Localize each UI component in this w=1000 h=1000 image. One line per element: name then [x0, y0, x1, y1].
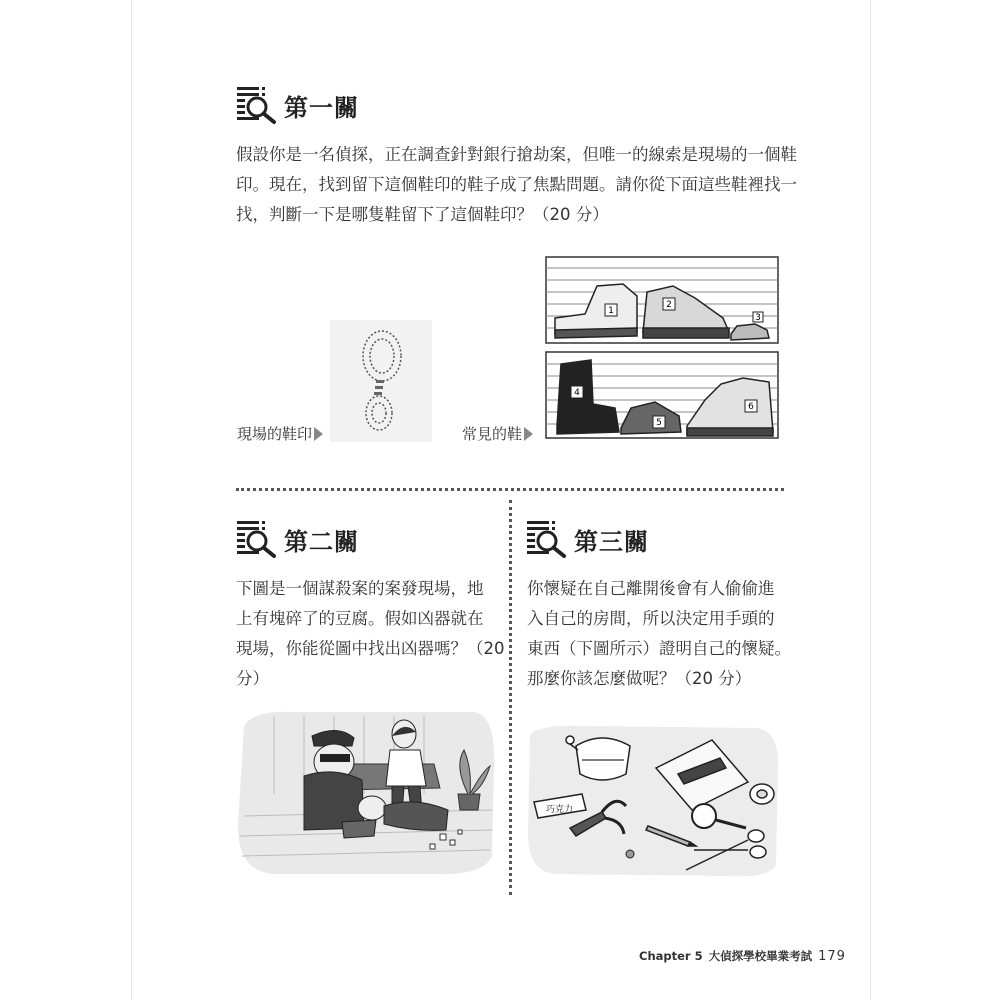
crime-scene-illustration	[234, 706, 498, 878]
level2-line: 分）	[236, 669, 269, 688]
footprint-illustration	[330, 320, 432, 442]
level2-heading	[236, 520, 359, 558]
shoe-tag: 5	[656, 418, 662, 428]
horizontal-dotted-divider	[236, 488, 784, 491]
level3-line: 你懷疑在自己離開後會有人偷偷進	[527, 579, 775, 598]
page-number: 179	[818, 948, 846, 964]
level2-line: 現場，你能從圖中找出凶器嗎？（20	[236, 639, 505, 658]
level1-heading	[236, 86, 359, 124]
level3-paragraph	[527, 574, 791, 694]
shoe-tag: 1	[608, 306, 614, 316]
level2-line: 上有塊碎了的豆腐。假如凶器就在	[236, 609, 484, 628]
level1-line: 找，判斷一下是哪隻鞋留下了這個鞋印？（20 分）	[236, 205, 609, 224]
shoe-tag: 2	[666, 300, 672, 310]
magnifier-document-icon	[236, 520, 278, 558]
shoe-tag: 6	[748, 402, 754, 412]
shoe-tag: 3	[755, 313, 761, 323]
level3-line: 入自己的房間，所以決定用手頭的	[527, 609, 775, 628]
footprint-caption-text: 現場的鞋印	[237, 425, 313, 443]
shoes-caption-text: 常見的鞋	[462, 425, 523, 443]
shoes-lineup-illustration	[545, 256, 779, 440]
marble-icon	[626, 850, 634, 858]
page-footer	[639, 948, 846, 964]
level3-line: 東西（下圖所示）證明自己的懷疑。	[527, 639, 791, 658]
shoes-caption	[462, 423, 533, 444]
footer-chapter: Chapter 5	[639, 949, 703, 963]
triangle-arrow-icon	[524, 427, 533, 441]
level3-line: 那麼你該怎麼做呢？（20 分）	[527, 669, 752, 688]
shoe-tag: 4	[574, 388, 580, 398]
footprint-caption	[237, 423, 323, 444]
triangle-arrow-icon	[314, 427, 323, 441]
footer-book-title: 大偵探學校畢業考試	[708, 949, 813, 963]
level3-heading	[526, 520, 649, 558]
level1-line: 印。現在，找到留下這個鞋印的鞋子成了焦點問題。請你從下面這些鞋裡找一	[236, 175, 797, 194]
magnifier-document-icon	[526, 520, 568, 558]
level1-paragraph	[236, 140, 797, 230]
vertical-dotted-divider	[509, 500, 512, 895]
level2-paragraph	[236, 574, 505, 694]
chocolate-label: 巧克力	[546, 805, 574, 815]
level1-line: 假設你是一名偵探，正在調查針對銀行搶劫案，但唯一的線索是現場的一個鞋	[236, 145, 797, 164]
tape-roll-icon	[750, 784, 774, 804]
level2-line: 下圖是一個謀殺案的案發現場，地	[236, 579, 484, 598]
level3-title: 第三關	[574, 527, 649, 556]
level1-title: 第一關	[284, 93, 359, 122]
magnifier-document-icon	[236, 86, 278, 124]
level2-title: 第二關	[284, 527, 359, 556]
items-illustration	[526, 724, 782, 880]
